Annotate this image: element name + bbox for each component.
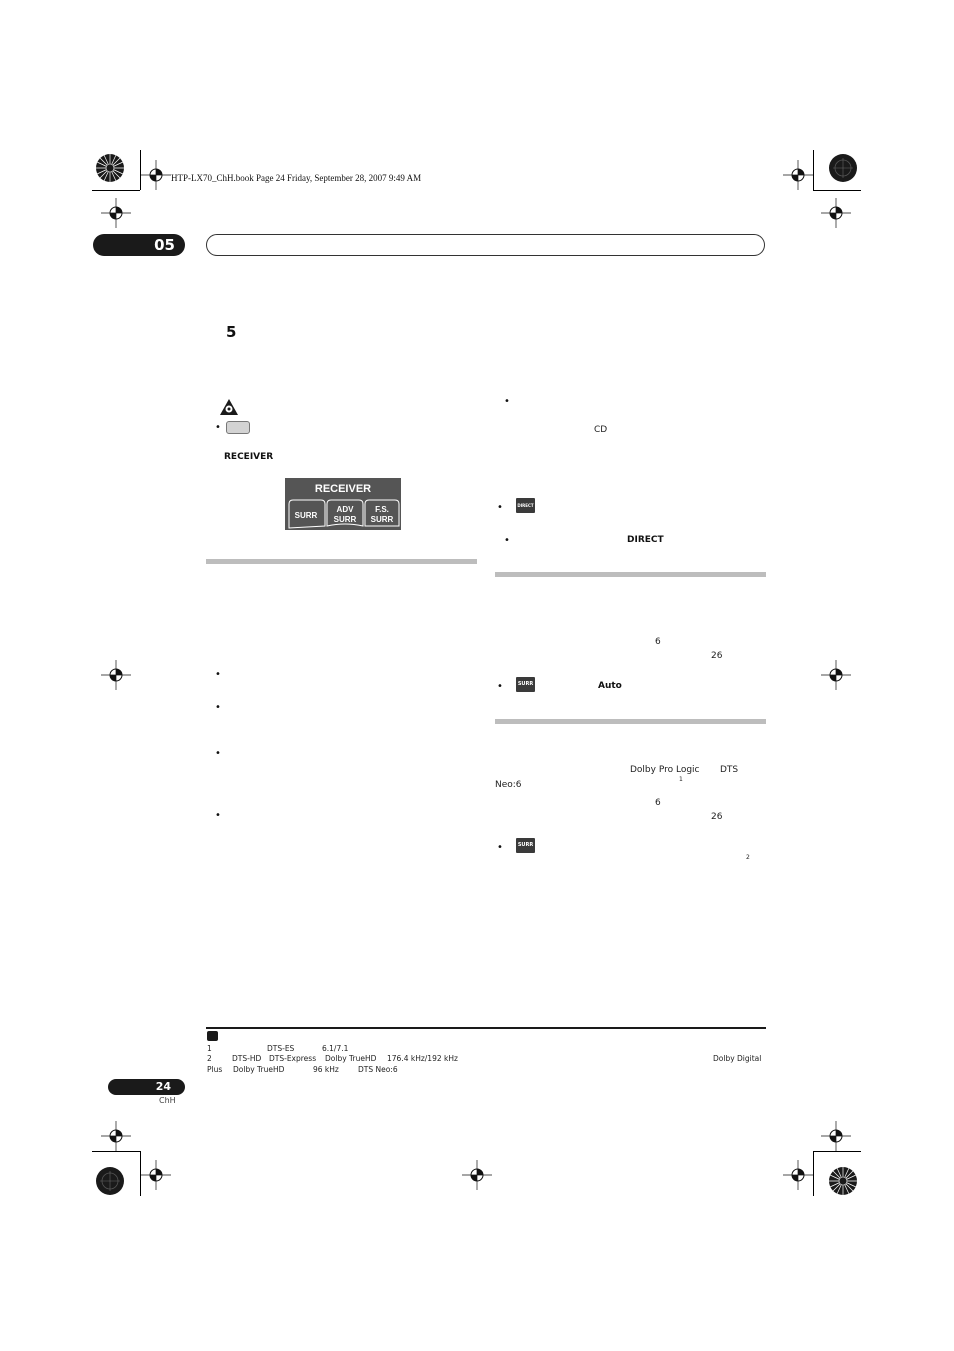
step-number: 5 bbox=[226, 323, 237, 341]
cd-label: CD bbox=[594, 425, 608, 435]
dts-label: DTS bbox=[720, 765, 739, 775]
book-info-header: HTP-LX70_ChH.book Page 24 Friday, September 28, 2007 9:49 AM bbox=[171, 173, 422, 183]
language-code: ChH bbox=[159, 1096, 176, 1105]
crop-mark bbox=[813, 1151, 861, 1152]
bullet: • bbox=[215, 702, 221, 713]
auto-label: Auto bbox=[598, 681, 622, 691]
crosshair-icon bbox=[141, 160, 171, 190]
important-icon bbox=[219, 398, 239, 416]
crosshair-icon bbox=[101, 198, 131, 228]
bullet: • bbox=[504, 396, 510, 407]
section-divider bbox=[206, 559, 477, 564]
footnote-number: 2 bbox=[207, 1054, 212, 1063]
footnote-text: DTS Neo:6 bbox=[358, 1065, 398, 1074]
registration-target-icon bbox=[95, 1166, 125, 1196]
direct-button-icon: DIRECT bbox=[516, 498, 535, 513]
registration-target-icon bbox=[95, 153, 125, 183]
crop-mark bbox=[92, 1151, 140, 1152]
footnote-text: 176.4 kHz/192 kHz bbox=[387, 1054, 458, 1063]
crosshair-icon bbox=[141, 1160, 171, 1190]
remote-fs-surr-label: SURR bbox=[370, 515, 394, 524]
crosshair-icon bbox=[821, 198, 851, 228]
bullet: • bbox=[497, 502, 503, 513]
section-divider bbox=[495, 719, 766, 724]
direct-label: DIRECT bbox=[627, 535, 664, 545]
crosshair-icon bbox=[462, 1160, 492, 1190]
bullet: • bbox=[504, 535, 510, 546]
surr-button-icon: SURR bbox=[516, 677, 535, 692]
remote-panel-title: RECEIVER bbox=[314, 483, 372, 495]
page-number-badge: 24 bbox=[108, 1079, 185, 1095]
crop-mark bbox=[92, 190, 140, 191]
footnote-text: 96 kHz bbox=[313, 1065, 339, 1074]
footnote-ref: 1 bbox=[679, 776, 683, 783]
page-ref: 26 bbox=[711, 812, 723, 822]
note-icon bbox=[207, 1031, 218, 1041]
footnote-text: Dolby TrueHD bbox=[233, 1065, 285, 1074]
remote-panel-illustration bbox=[285, 478, 401, 530]
section-divider bbox=[495, 572, 766, 577]
surr-button-icon: SURR bbox=[516, 838, 535, 853]
footnote-text: DTS-Express bbox=[269, 1054, 317, 1063]
crosshair-icon bbox=[783, 160, 813, 190]
bullet: • bbox=[497, 842, 503, 853]
dolby-pro-logic-label: Dolby Pro Logic bbox=[630, 765, 700, 775]
bullet: • bbox=[215, 748, 221, 759]
crosshair-icon bbox=[783, 1160, 813, 1190]
crop-mark bbox=[813, 1151, 814, 1196]
chapter-title-bar bbox=[206, 234, 765, 256]
footnote-text: Plus bbox=[207, 1065, 223, 1074]
footnote-rule bbox=[206, 1027, 766, 1029]
registration-target-icon bbox=[828, 1166, 858, 1196]
remote-fs-label: F.S. bbox=[375, 505, 389, 514]
footnote-text: Dolby Digital bbox=[713, 1054, 762, 1063]
bullet: • bbox=[215, 669, 221, 680]
registration-target-icon bbox=[828, 153, 858, 183]
footnote-text: DTS-ES bbox=[267, 1044, 295, 1053]
crop-mark bbox=[813, 150, 814, 190]
footnote-ref: 2 bbox=[746, 854, 750, 861]
bullet: • bbox=[497, 681, 503, 692]
crosshair-icon bbox=[821, 660, 851, 690]
remote-adv-label: ADV bbox=[336, 505, 354, 514]
footnote-number: 1 bbox=[207, 1044, 212, 1053]
bullet: • bbox=[215, 810, 221, 821]
neo6-label: Neo:6 bbox=[495, 780, 522, 790]
page-ref: 6 bbox=[655, 798, 661, 808]
crosshair-icon bbox=[821, 1121, 851, 1151]
crosshair-icon bbox=[101, 1121, 131, 1151]
footnote-text: Dolby TrueHD bbox=[325, 1054, 377, 1063]
crosshair-icon bbox=[101, 660, 131, 690]
footnote-text: 6.1/7.1 bbox=[322, 1044, 349, 1053]
crop-mark bbox=[813, 190, 861, 191]
footnote-text: DTS-HD bbox=[232, 1054, 262, 1063]
remote-button-illustration bbox=[226, 421, 250, 434]
chapter-number-badge: 05 bbox=[93, 234, 185, 256]
page-ref: 6 bbox=[655, 637, 661, 647]
page-ref: 26 bbox=[711, 651, 723, 661]
remote-adv-surr-label: SURR bbox=[333, 515, 357, 524]
receiver-label: RECEIVER bbox=[224, 452, 274, 462]
bullet: • bbox=[215, 422, 221, 433]
remote-surr-label: SURR bbox=[294, 511, 318, 520]
